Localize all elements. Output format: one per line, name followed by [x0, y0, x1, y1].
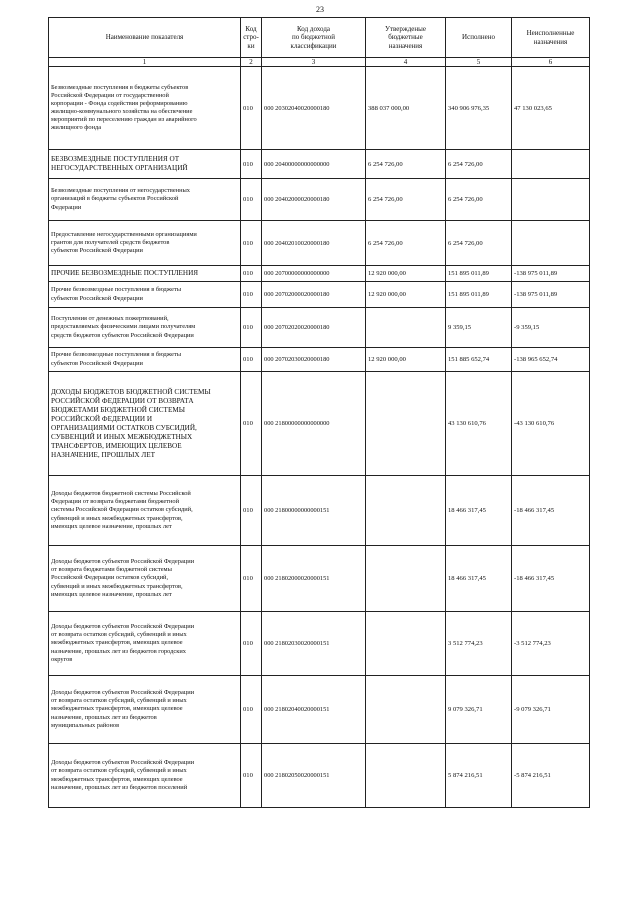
- line-code: 010: [241, 282, 262, 308]
- executed-amount: 18 466 317,45: [446, 546, 512, 612]
- executed-amount: 43 130 610,76: [446, 372, 512, 476]
- header-row: [49, 18, 590, 58]
- indicator-name: Прочие безвозмездные поступления в бюджеты субъектов Российской Федерации: [49, 282, 241, 308]
- line-code: 010: [241, 150, 262, 179]
- approved-amount: 6 254 726,00: [366, 150, 446, 179]
- unexecuted-amount: 47 130 023,65: [512, 67, 590, 150]
- column-number: 1: [49, 58, 241, 67]
- income-code: 000 20302040020000180: [262, 67, 366, 150]
- table-row: [49, 744, 590, 808]
- header-line-code: Код стро- ки: [241, 18, 262, 58]
- table-row: [49, 372, 590, 476]
- table-row: [49, 179, 590, 221]
- column-number: 6: [512, 58, 590, 67]
- table-row: [49, 546, 590, 612]
- header-name: Наименование показателя: [49, 18, 241, 58]
- indicator-name: Доходы бюджетов субъектов Российской Федерации от возврата бюджетами бюджетной системы Российской Федерации остатков субсидий, субвенций и иных межбюджетных трансфертов, имеющих целевое назначение, прошлых лет: [49, 546, 241, 612]
- approved-amount: 6 254 726,00: [366, 179, 446, 221]
- line-code: 010: [241, 67, 262, 150]
- table-row: [49, 67, 590, 150]
- unexecuted-amount: -5 874 216,51: [512, 744, 590, 808]
- indicator-name: Доходы бюджетов бюджетной системы Российской Федерации от возврата бюджетами бюджетной системы Российской Федерации остатков субсидий, субвенций и иных межбюджетных трансфертов, имеющих целевое назначение, прошлых лет: [49, 476, 241, 546]
- indicator-name: Доходы бюджетов субъектов Российской Федерации от возврата остатков субсидий, субвенций и иных межбюджетных трансфертов, имеющих целевое назначение, прошлых лет из бюджетов муниципальных районов: [49, 676, 241, 744]
- income-code: 000 20402000020000180: [262, 179, 366, 221]
- column-number: 4: [366, 58, 446, 67]
- executed-amount: 9 359,15: [446, 308, 512, 348]
- table-body: [49, 67, 590, 808]
- table-row: [49, 676, 590, 744]
- line-code: 010: [241, 308, 262, 348]
- unexecuted-amount: -3 512 774,23: [512, 612, 590, 676]
- unexecuted-amount: -18 466 317,45: [512, 476, 590, 546]
- income-code: 000 21802030020000151: [262, 612, 366, 676]
- executed-amount: 151 885 652,74: [446, 348, 512, 372]
- indicator-name: Предоставление негосударственными организациями грантов для получателей средств бюджетов субъектов Российской Федерации: [49, 221, 241, 266]
- indicator-name: Доходы бюджетов субъектов Российской Федерации от возврата остатков субсидий, субвенций и иных межбюджетных трансфертов, имеющих целевое назначение, прошлых лет из бюджетов поселений: [49, 744, 241, 808]
- executed-amount: 6 254 726,00: [446, 150, 512, 179]
- line-code: 010: [241, 612, 262, 676]
- table-row: [49, 348, 590, 372]
- column-number: 2: [241, 58, 262, 67]
- line-code: 010: [241, 348, 262, 372]
- unexecuted-amount: -43 130 610,76: [512, 372, 590, 476]
- executed-amount: 9 079 326,71: [446, 676, 512, 744]
- executed-amount: 6 254 726,00: [446, 179, 512, 221]
- line-code: 010: [241, 221, 262, 266]
- indicator-name: Прочие безвозмездные поступления в бюджеты субъектов Российской Федерации: [49, 348, 241, 372]
- income-code: 000 20402010020000180: [262, 221, 366, 266]
- income-code: 000 20400000000000000: [262, 150, 366, 179]
- income-code: 000 21802040020000151: [262, 676, 366, 744]
- unexecuted-amount: -138 965 652,74: [512, 348, 590, 372]
- income-code: 000 21802050020000151: [262, 744, 366, 808]
- table-row: [49, 308, 590, 348]
- header-unexecuted: Неисполненные назначения: [512, 18, 590, 58]
- column-number: 5: [446, 58, 512, 67]
- approved-amount: 388 037 000,00: [366, 67, 446, 150]
- unexecuted-amount: [512, 150, 590, 179]
- column-number: 3: [262, 58, 366, 67]
- page-number: 23: [316, 5, 324, 14]
- table-row: [49, 221, 590, 266]
- income-code: 000 21800000000000151: [262, 476, 366, 546]
- approved-amount: [366, 546, 446, 612]
- indicator-name: Поступления от денежных пожертвований, предоставляемых физическими лицами получателям средств бюджетов субъектов Российской Федерации: [49, 308, 241, 348]
- unexecuted-amount: -138 975 011,89: [512, 282, 590, 308]
- income-code: 000 20700000000000000: [262, 266, 366, 282]
- line-code: 010: [241, 179, 262, 221]
- approved-amount: 12 920 000,00: [366, 266, 446, 282]
- approved-amount: [366, 612, 446, 676]
- income-report-table: [48, 17, 590, 808]
- executed-amount: 151 895 011,89: [446, 266, 512, 282]
- approved-amount: 6 254 726,00: [366, 221, 446, 266]
- approved-amount: 12 920 000,00: [366, 348, 446, 372]
- executed-amount: 151 895 011,89: [446, 282, 512, 308]
- approved-amount: 12 920 000,00: [366, 282, 446, 308]
- unexecuted-amount: -9 359,15: [512, 308, 590, 348]
- income-code: 000 20702030020000180: [262, 348, 366, 372]
- executed-amount: 18 466 317,45: [446, 476, 512, 546]
- table-row: [49, 612, 590, 676]
- table-row: [49, 266, 590, 282]
- approved-amount: [366, 476, 446, 546]
- line-code: 010: [241, 476, 262, 546]
- header-executed: Исполнено: [446, 18, 512, 58]
- indicator-name: ДОХОДЫ БЮДЖЕТОВ БЮДЖЕТНОЙ СИСТЕМЫ РОССИЙСКОЙ ФЕДЕРАЦИИ ОТ ВОЗВРАТА БЮДЖЕТАМИ БЮДЖЕТНОЙ СИСТЕМЫ РОССИЙСКОЙ ФЕДЕРАЦИИ И ОРГАНИЗАЦИЯМИ ОСТАТКОВ СУБСИДИЙ, СУБВЕНЦИЙ И ИНЫХ МЕЖБЮДЖЕТНЫХ ТРАНСФЕРТОВ, ИМЕЮЩИХ ЦЕЛЕВОЕ НАЗНАЧЕНИЕ, ПРОШЛЫХ ЛЕТ: [49, 372, 241, 476]
- unexecuted-amount: [512, 179, 590, 221]
- indicator-name: Безвозмездные поступления в бюджеты субъектов Российской Федерации от государственной корпорации - Фонда содействия реформированию жилищно-коммунального хозяйства на обеспечение мероприятий по переселению граждан из аварийного жилищного фонда: [49, 67, 241, 150]
- executed-amount: 6 254 726,00: [446, 221, 512, 266]
- table-row: [49, 150, 590, 179]
- approved-amount: [366, 744, 446, 808]
- column-number-row: [49, 58, 590, 67]
- line-code: 010: [241, 372, 262, 476]
- header-income-code: Код дохода по бюджетной классификации: [262, 18, 366, 58]
- approved-amount: [366, 308, 446, 348]
- line-code: 010: [241, 744, 262, 808]
- indicator-name: БЕЗВОЗМЕЗДНЫЕ ПОСТУПЛЕНИЯ ОТ НЕГОСУДАРСТВЕННЫХ ОРГАНИЗАЦИЙ: [49, 150, 241, 179]
- indicator-name: Доходы бюджетов субъектов Российской Федерации от возврата остатков субсидий, субвенций и иных межбюджетных трансфертов, имеющих целевое назначение, прошлых лет из бюджетов городских округов: [49, 612, 241, 676]
- executed-amount: 3 512 774,23: [446, 612, 512, 676]
- line-code: 010: [241, 676, 262, 744]
- table-row: [49, 282, 590, 308]
- approved-amount: [366, 676, 446, 744]
- line-code: 010: [241, 546, 262, 612]
- executed-amount: 340 906 976,35: [446, 67, 512, 150]
- executed-amount: 5 874 216,51: [446, 744, 512, 808]
- line-code: 010: [241, 266, 262, 282]
- table-row: [49, 476, 590, 546]
- unexecuted-amount: [512, 221, 590, 266]
- income-code: 000 21800000000000000: [262, 372, 366, 476]
- income-code: 000 20702020020000180: [262, 308, 366, 348]
- indicator-name: ПРОЧИЕ БЕЗВОЗМЕЗДНЫЕ ПОСТУПЛЕНИЯ: [49, 266, 241, 282]
- income-code: 000 21802000020000151: [262, 546, 366, 612]
- unexecuted-amount: -9 079 326,71: [512, 676, 590, 744]
- unexecuted-amount: -138 975 011,89: [512, 266, 590, 282]
- income-code: 000 20702000020000180: [262, 282, 366, 308]
- unexecuted-amount: -18 466 317,45: [512, 546, 590, 612]
- header-approved: Утвержденые бюджетные назначения: [366, 18, 446, 58]
- indicator-name: Безвозмездные поступления от негосударственных организаций в бюджеты субъектов Российской Федерации: [49, 179, 241, 221]
- approved-amount: [366, 372, 446, 476]
